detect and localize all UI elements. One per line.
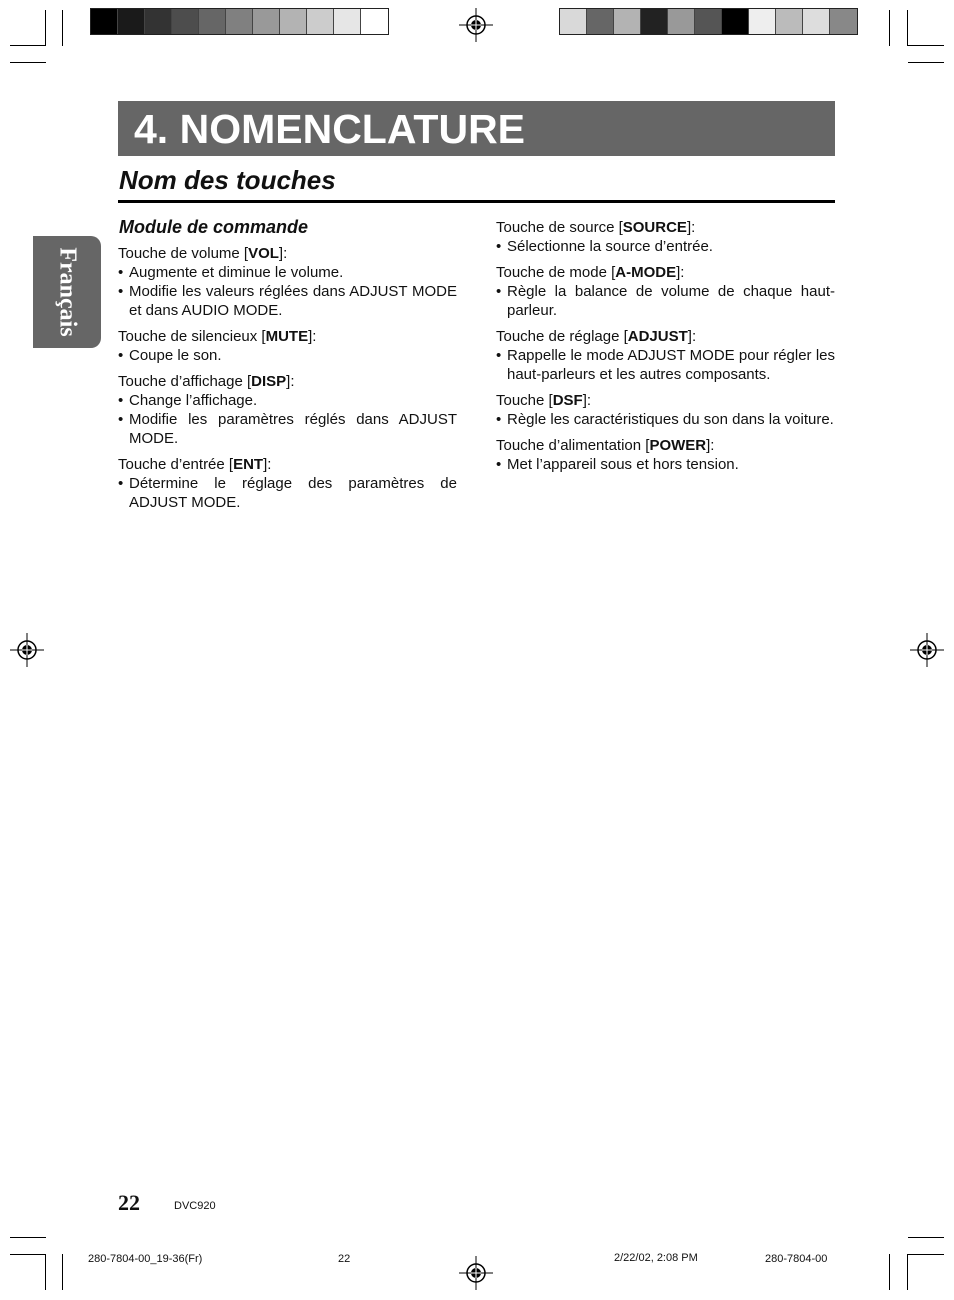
gray-swatch (560, 9, 587, 34)
key-entry-suffix: ]: (278, 245, 288, 262)
gray-swatch (641, 9, 668, 34)
bullet-item: • Sélectionne la source d’entrée. (496, 237, 835, 256)
key-entry-suffix: ]: (687, 328, 697, 345)
key-entry-suffix: ]: (308, 328, 317, 345)
key-entry (496, 218, 835, 256)
language-tab (33, 236, 101, 348)
gray-swatch (722, 9, 749, 34)
gray-swatch (361, 9, 388, 34)
key-entry-suffix: ]: (286, 373, 295, 390)
gray-swatch (749, 9, 776, 34)
key-entry-heading (118, 455, 457, 474)
key-name: ENT (233, 456, 264, 473)
key-entry-label: Touche de mode [ (496, 264, 616, 281)
gray-swatch (668, 9, 695, 34)
key-entry-label: Touche d’affichage [ (118, 373, 252, 390)
key-entry-heading (496, 327, 835, 346)
key-entry-suffix: ]: (676, 264, 685, 281)
gray-scale-strip-right (559, 8, 858, 35)
gray-swatch (334, 9, 361, 34)
key-entry-label: Touche [ (496, 392, 553, 409)
gray-swatch (776, 9, 803, 34)
key-entry-heading (496, 263, 835, 282)
section-divider (118, 200, 835, 203)
key-entry-heading (496, 391, 835, 410)
key-entry (496, 391, 835, 429)
gray-swatch (145, 9, 172, 34)
left-column (118, 244, 457, 519)
print-page-number: 22 (338, 1253, 351, 1265)
key-entry-heading (496, 218, 835, 237)
gray-swatch (280, 9, 307, 34)
file-name: 280-7804-00_19-36(Fr) (88, 1253, 203, 1265)
key-entry-heading (496, 436, 835, 455)
registration-mark-icon (10, 633, 44, 667)
registration-mark-icon (910, 633, 944, 667)
key-entry-suffix: ]: (582, 392, 592, 409)
bullet-item: • Règle la balance de volume de chaque haut-parleur. (496, 282, 835, 320)
gray-swatch (587, 9, 614, 34)
key-entry-label: Touche de volume [ (118, 245, 249, 262)
gray-swatch (803, 9, 830, 34)
chapter-title-bar (118, 101, 835, 156)
bullet-item: • Met l’appareil sous et hors tension. (496, 455, 835, 474)
print-datetime: 2/22/02, 2:08 PM (614, 1252, 698, 1264)
registration-mark-icon (459, 1256, 493, 1290)
gray-swatch (695, 9, 722, 34)
gray-swatch (91, 9, 118, 34)
gray-swatch (172, 9, 199, 34)
key-entry (118, 372, 457, 448)
registration-mark-icon (459, 8, 493, 42)
key-entry-heading (118, 327, 457, 346)
key-entry-heading (118, 372, 457, 391)
gray-swatch (199, 9, 226, 34)
key-entry (496, 263, 835, 320)
key-entry-suffix: ]: (686, 219, 696, 236)
gray-swatch (253, 9, 280, 34)
bullet-item: • Règle les caractéristiques du son dans la voiture. (496, 410, 835, 429)
section-title: Nom des touches (119, 165, 336, 195)
page-number: 22 (118, 1190, 140, 1215)
model-name: DVC920 (174, 1200, 216, 1212)
document-code: 280-7804-00 (765, 1253, 828, 1265)
key-name: SOURCE (622, 219, 687, 236)
key-entry (496, 436, 835, 474)
chapter-title: 4. NOMENCLATURE (134, 106, 526, 152)
language-tab-label: Français (54, 247, 81, 337)
bullet-item: • Rappelle le mode ADJUST MODE pour régler les haut-parleurs et les autres composants. (496, 346, 835, 384)
key-entry-label: Touche de réglage [ (496, 328, 628, 345)
right-column (496, 218, 835, 481)
key-name: ADJUST (627, 328, 688, 345)
key-entry-suffix: ]: (263, 456, 272, 473)
key-name: DSF (552, 392, 583, 409)
key-name: MUTE (265, 328, 309, 345)
key-entry-label: Touche de source [ (496, 219, 623, 236)
bullet-item: • Détermine le réglage des paramètres de ADJUST MODE. (118, 474, 457, 512)
key-name: DISP (251, 373, 287, 390)
key-entry-label: Touche d’entrée [ (118, 456, 234, 473)
gray-swatch (830, 9, 857, 34)
key-entry (496, 327, 835, 384)
gray-swatch (307, 9, 334, 34)
gray-scale-strip-left (90, 8, 389, 35)
bullet-item: • Modifie les paramètres réglés dans ADJUST MODE. (118, 410, 457, 448)
key-entry-heading (118, 244, 457, 263)
key-name: A-MODE (615, 264, 677, 281)
key-entry (118, 455, 457, 512)
key-name: VOL (248, 245, 279, 262)
key-entry-suffix: ]: (706, 437, 715, 454)
key-entry (118, 244, 457, 320)
gray-swatch (226, 9, 253, 34)
subheading: Module de commande (119, 217, 309, 237)
key-name: POWER (649, 437, 707, 454)
bullet-item: • Augmente et diminue le volume. (118, 263, 457, 282)
key-entry-label: Touche d’alimentation [ (496, 437, 650, 454)
key-entry (118, 327, 457, 365)
bullet-item: • Coupe le son. (118, 346, 457, 365)
key-entry-label: Touche de silencieux [ (118, 328, 266, 345)
bullet-item: • Modifie les valeurs réglées dans ADJUST MODE et dans AUDIO MODE. (118, 282, 457, 320)
gray-swatch (118, 9, 145, 34)
bullet-item: • Change l’affichage. (118, 391, 457, 410)
gray-swatch (614, 9, 641, 34)
